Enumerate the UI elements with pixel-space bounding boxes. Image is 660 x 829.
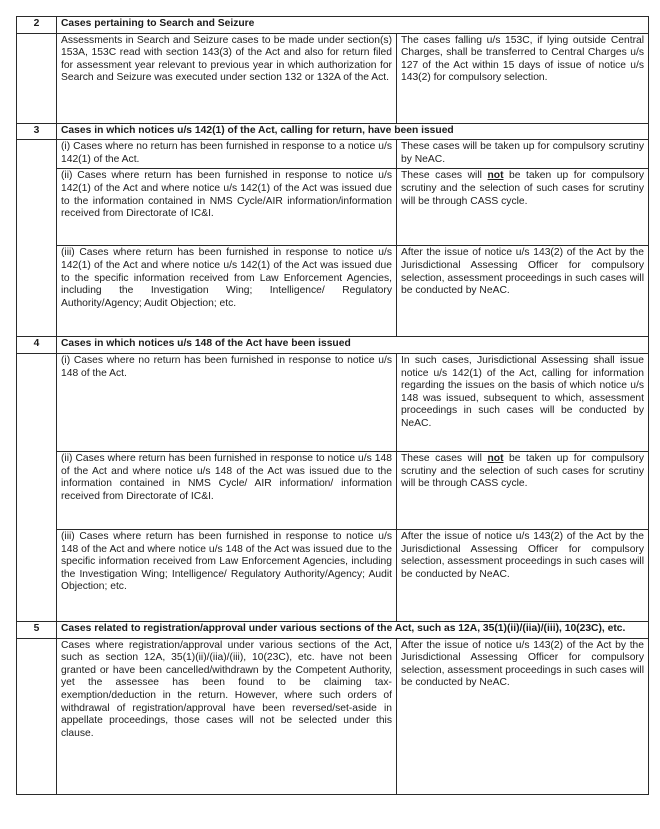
case-action: After the issue of notice u/s 143(2) of the Act by the Jurisdictional Assessing Officer for compulsory selection, assessment proceedings in such cases will be conducted by NeAC. [397, 246, 649, 337]
action-text: be taken up for compulsory scrutiny and the selection of such cases for scrutiny will be through CASS cycle. [401, 452, 645, 490]
case-action: In such cases, Jurisdictional Assessing shall issue notice u/s 142(1) of the Act, calling for information regarding the issues on the basis of which notice u/s 148 was issued, subsequent to which, assessment proceedings in such cases will be conducted by NeAC. [397, 353, 649, 451]
section-number: 4 [17, 337, 57, 354]
action-text: be taken up for compulsory scrutiny and the selection of such cases for scrutiny will be through CASS cycle. [401, 170, 645, 207]
table-row [17, 353, 649, 451]
case-description: (iii) Cases where return has been furnished in response to notice u/s 148 of the Act and where notice u/s 148 of the Act was issued due to the specific information received from Law Enforcement Agencies, including the Investigation Wing; Intelligence/ Regulatory Authority/Agency; Audit Objection; etc. [57, 529, 397, 621]
case-description: (ii) Cases where return has been furnished in response to notice u/s 148 of the Act and where notice u/s 148 of the Act was issued due to the information contained in NMS Cycle/ AIR information/ information received from Directorate of IC&I. [57, 451, 397, 529]
emphasis-not: not [487, 452, 504, 464]
empty-cell [17, 638, 57, 794]
table-row [17, 169, 649, 246]
section-number: 2 [17, 17, 57, 34]
action-text: These cases will [401, 452, 488, 464]
case-description: (ii) Cases where return has been furnished in response to notice u/s 142(1) of the Act and where notice u/s 142(1) of the Act was issued due to the information contained in NMS Cycle/AIR information/information received from Directorate of IC&I. [57, 169, 397, 246]
table-row [17, 33, 649, 123]
empty-cell [17, 353, 57, 621]
scrutiny-criteria-table [16, 16, 649, 795]
case-description: Assessments in Search and Seizure cases to be made under section(s) 153A, 153C read with section 143(3) of the Act and also for return filed for assessment year relevant to previous year in which authorization for Search and Seizure was executed under section 132 or 132A of the Act. [57, 33, 397, 123]
case-action: These cases will be taken up for compulsory scrutiny by NeAC. [397, 140, 649, 169]
case-action: After the issue of notice u/s 143(2) of the Act by the Jurisdictional Assessing Officer for compulsory selection, assessment proceedings in such cases will be conducted by NeAC. [397, 638, 649, 794]
section-title: Cases in which notices u/s 148 of the Act have been issued [57, 337, 649, 354]
section-header-row [17, 123, 649, 140]
empty-cell [17, 140, 57, 337]
case-action [397, 451, 649, 529]
section-header-row [17, 337, 649, 354]
section-number: 5 [17, 621, 57, 638]
case-action [397, 169, 649, 246]
case-description: (i) Cases where no return has been furnished in response to a notice u/s 142(1) of the Act. [57, 140, 397, 169]
section-title: Cases related to registration/approval under various sections of the Act, such as 12A, 35(1)(ii)/(iia)/(iii), 10(23C), etc. [57, 621, 649, 638]
section-header-row [17, 17, 649, 34]
table-row [17, 451, 649, 529]
section-title: Cases in which notices u/s 142(1) of the Act, calling for return, have been issued [57, 123, 649, 140]
section-title: Cases pertaining to Search and Seizure [57, 17, 649, 34]
action-text: These cases will [401, 170, 488, 182]
section-header-row [17, 621, 649, 638]
table-row [17, 529, 649, 621]
case-description: (i) Cases where no return has been furnished in response to notice u/s 148 of the Act. [57, 353, 397, 451]
emphasis-not: not [487, 170, 504, 182]
section-number: 3 [17, 123, 57, 140]
case-description: Cases where registration/approval under various sections of the Act, such as section 12A, 35(1)(ii)/(iia)/(iii), 10(23C), etc. have not been granted or have been cancelled/withdrawn by the Competent Authority, yet the assessee has been found to be claiming tax-exemption/deduction in the return. However, where such orders of withdrawal of registration/approval have been reversed/set-aside in appellate proceedings, those cases will not be selected under this clause. [57, 638, 397, 794]
case-action: The cases falling u/s 153C, if lying outside Central Charges, shall be transferred to Central Charges u/s 127 of the Act within 15 days of issue of notice u/s 143(2) for compulsory selection. [397, 33, 649, 123]
case-description: (iii) Cases where return has been furnished in response to notice u/s 142(1) of the Act and where notice u/s 142(1) of the Act was issued due to the specific information received from Law Enforcement Agencies, including the Investigation Wing; Intelligence/ Regulatory Authority/Agency; Audit Objection; etc. [57, 246, 397, 337]
table-row [17, 140, 649, 169]
table-row [17, 638, 649, 794]
case-action: After the issue of notice u/s 143(2) of the Act by the Jurisdictional Assessing Officer for compulsory selection, assessment proceedings in such cases will be conducted by NeAC. [397, 529, 649, 621]
table-row [17, 246, 649, 337]
empty-cell [17, 33, 57, 123]
